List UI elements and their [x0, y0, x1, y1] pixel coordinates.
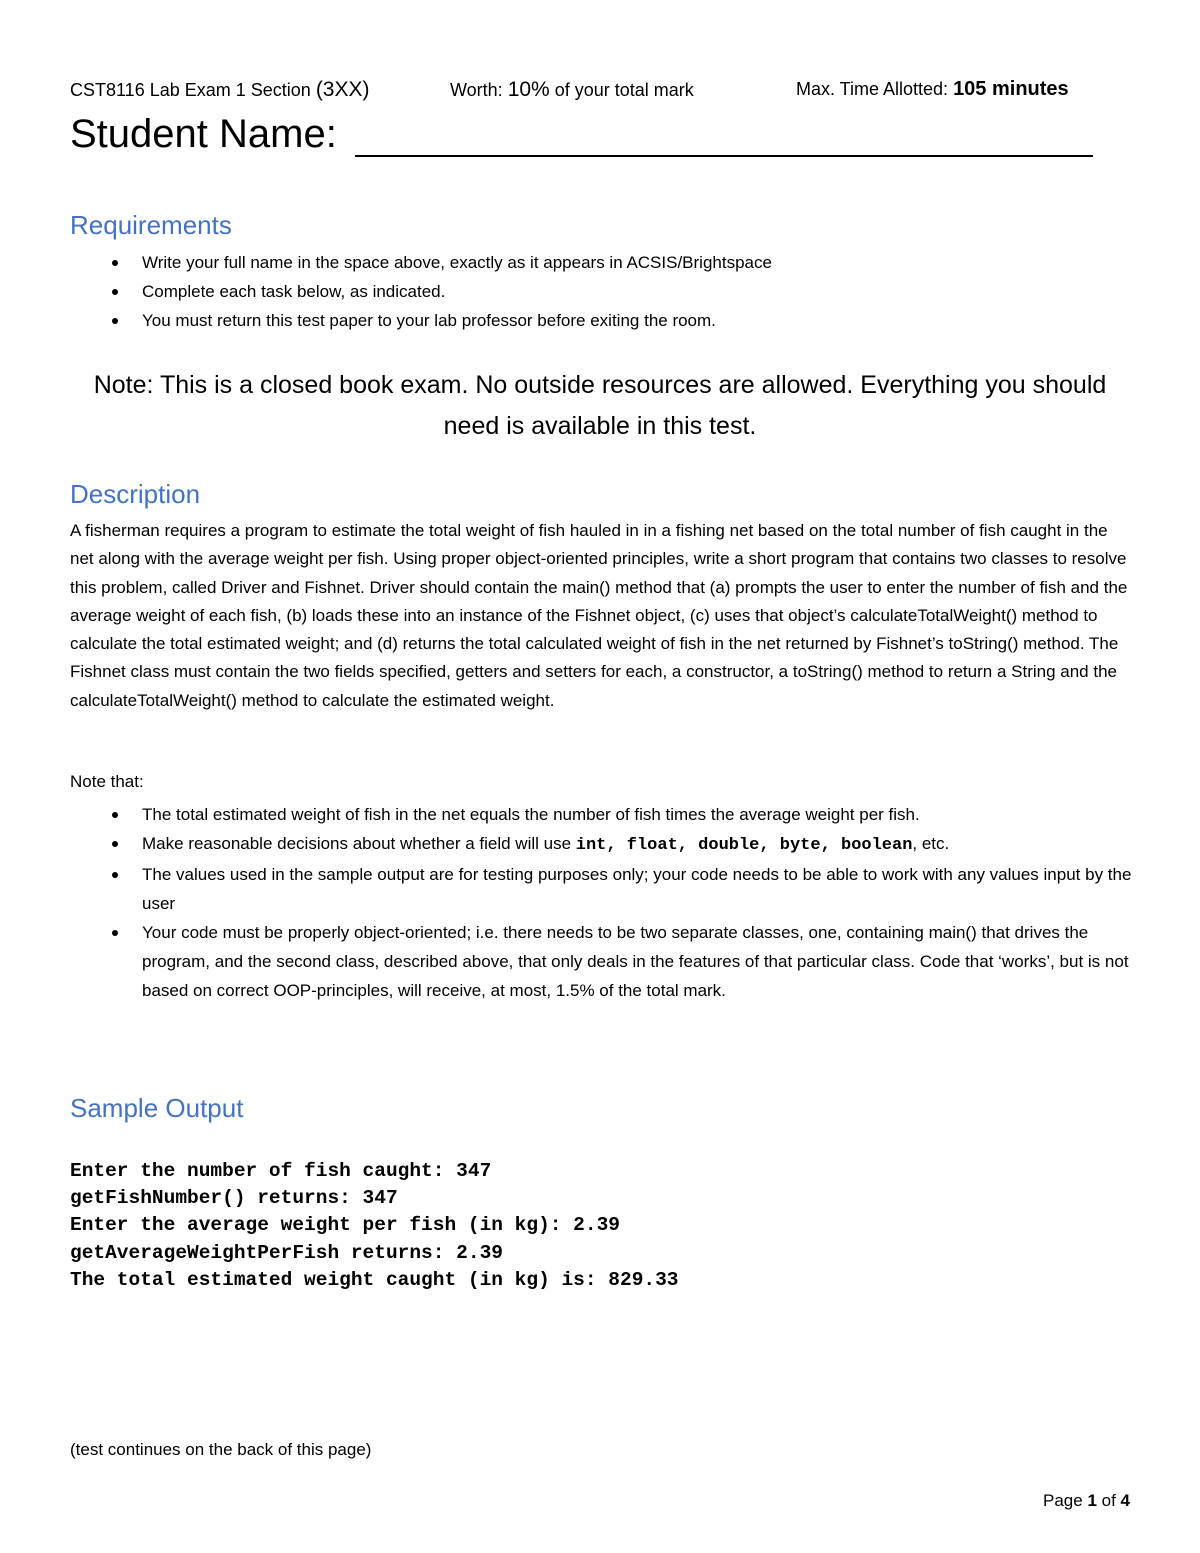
page-number — [1043, 1491, 1130, 1511]
closed-book-note: Note: This is a closed book exam. No outside resources are allowed. Everything you should need is available in this test. — [93, 371, 1107, 440]
student-name-field[interactable] — [355, 155, 1093, 157]
description-text: A fisherman requires a program to estimate the total weight of fish hauled in in a fishing net based on the total number of fish caught in the net along with the average weight per fish. Using proper object-oriented principles, write a short program that contains two classes to resolve this problem, called Driver and Fishnet. Driver should contain the main() method that (a) prompts the user to enter the number of fish and the average weight of each fish, (b) loads these into an instance of the Fishnet object, (c) uses that object’s calculateTotalWeight() method to calculate the total estimated weight; and (d) returns the total calculated weight of fish in the net returned by Fishnet’s toString() method. The Fishnet class must contain the two fields specified, getters and setters for each, a constructor, a toString() method to return a String and the calculateTotalWeight() method to calculate the estimated weight. — [70, 521, 1128, 710]
code-line: getFishNumber() returns: 347 — [70, 1187, 398, 1210]
note-types-prefix: Make reasonable decisions about whether a field will use — [142, 834, 576, 853]
page-total: 4 — [1120, 1491, 1130, 1510]
note-that-label: Note that: — [70, 772, 144, 791]
time-value: 105 minutes — [953, 78, 1069, 100]
list-item: Complete each task below, as indicated. — [70, 277, 1135, 306]
worth-value: 10% — [507, 78, 550, 101]
page-of: of — [1096, 1491, 1121, 1510]
continuation-note: (test continues on the back of this page) — [70, 1440, 372, 1459]
worth-info — [450, 78, 694, 102]
worth-label: Worth: — [450, 80, 508, 100]
course-code: CST8116 Lab Exam 1 Section — [70, 80, 316, 100]
list-item: You must return this test paper to your lab professor before exiting the room. — [70, 306, 1135, 335]
list-item: Your code must be properly object-oriented; i.e. there needs to be two separate classes, one, containing main() that drives the program, and the second class, described above, that only deals in the features of that particular class. Code that ‘works’, but is not based on correct OOP-principles, will receive, at most, 1.5% of the total mark. — [70, 918, 1135, 1005]
notes-list — [70, 800, 1135, 1005]
requirements-list — [70, 248, 1135, 335]
course-info — [70, 78, 370, 102]
section-code: (3XX) — [315, 78, 370, 101]
code-line: getAverageWeightPerFish returns: 2.39 — [70, 1241, 503, 1264]
list-item: The total estimated weight of fish in the net equals the number of fish times the average weight per fish. — [70, 800, 1135, 829]
student-name-label: Student Name: — [70, 112, 337, 156]
page-prefix: Page — [1043, 1491, 1088, 1510]
code-line: The total estimated weight caught (in kg) is: 829.33 — [70, 1268, 679, 1291]
time-label: Max. Time Allotted: — [796, 79, 954, 99]
page-current: 1 — [1087, 1491, 1097, 1510]
time-info — [796, 78, 1069, 101]
sample-output-heading: Sample Output — [70, 1093, 244, 1123]
list-item — [70, 829, 1135, 860]
requirements-heading: Requirements — [70, 210, 232, 240]
code-line: Enter the average weight per fish (in kg): 2.39 — [70, 1214, 620, 1237]
note-types: int, float, double, byte, boolean — [575, 836, 913, 855]
code-line: Enter the number of fish caught: 347 — [70, 1160, 492, 1182]
worth-suffix: of your total mark — [549, 80, 694, 100]
description-heading: Description — [70, 479, 201, 509]
list-item: The values used in the sample output are for testing purposes only; your code needs to be able to work with any values input by the user — [70, 860, 1135, 918]
note-types-suffix: , etc. — [912, 834, 950, 853]
sample-output-code — [70, 1158, 679, 1294]
list-item: Write your full name in the space above, exactly as it appears in ACSIS/Brightspace — [70, 248, 1135, 277]
